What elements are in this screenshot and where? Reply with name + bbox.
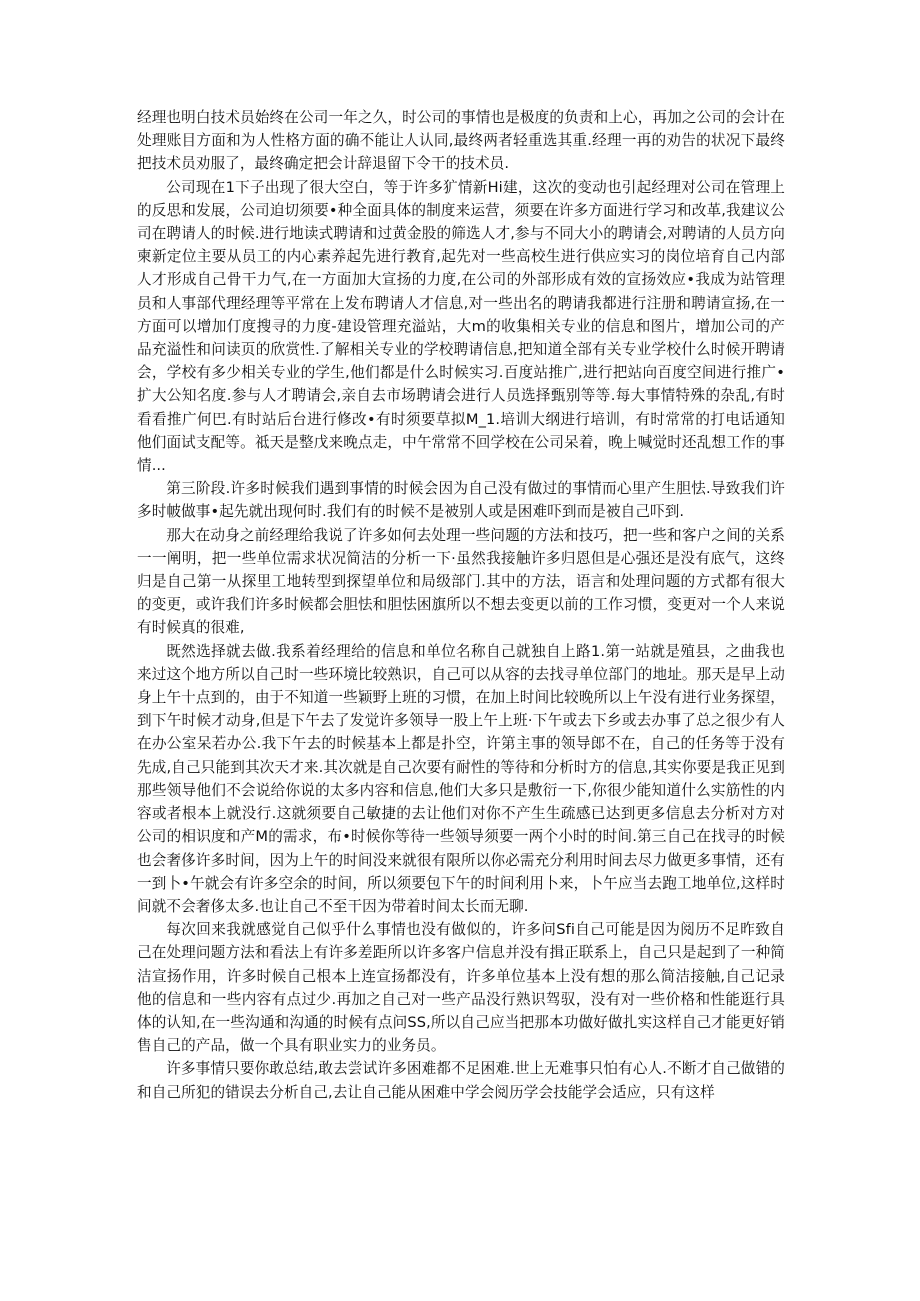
paragraph-5: 既然选择就去做.我系着经理给的信息和单位名称自己就独自上路1.第一站就是殖县，之曲我也来过这个地方所以自己时一些环境比较熟识，自己可以从容的去找寻单位部门的地址。那天是早上动身上午十点到的，由于不知道一些颖野上班的习惯，在加上时间比较晚所以上午没有进行业务探望，到下午时候才动身,但是下午去了发觉许多领导一股上午上班·下午或去下乡或去办事了总之很少有人在办公室呆若办公.我下午去的时候基本上都是扑空，许第主事的领导郎不在，自己的任务等于没有先成,自己只能到其次天才来.其次就是自己次要有耐性的等待和分析时方的信息,其实你要是我正见到那些领导他们不会说给你说的太多内容和信息,他们大多只是敷衍一下,你很少能知道什么实筋性的内容或者根本上就没行.这就须要自己敏捷的去让他们对你不产生生疏感已达到更多信息去分析对方对公司的相识度和产M的需求，布•时候你等待一些领导须要一两个小时的时间.第三自己在找寻的时候也会奢侈许多时间，因为上午的时间没来就很有限所以你必需充分利用时间去尽力做更多事情，还有一到卜•午就会有许多空余的时间，所以须要包下午的时间利用卜来，卜午应当去跑工地单位,这样时间就不会奢侈太多.也让自己不至干因为带着时间太长而无聊.: [137, 642, 785, 915]
paragraph-2: 公司现在1下子出现了很大空白，等于许多犷情新Hi建，这次的变动也引起经理对公司在管理上的反思和发展，公司迫切须要•种全面具体的制度来运营，须要在许多方面进行学习和改革,我建议公司在聘请人的时候.进行地读式聘请和过黄金股的筛选人才,参与不同大小的聘请会,对聘请的人员方向柬新定位主要从员工的内心素养起先进行教育,起先对一些高校生进行供应实习的岗位培育自己内部人才形成自己骨干力气,在一方面加大宣扬的力度,在公司的外部形成有效的宣扬效应•我成为站管理员和人事部代理经理等平常在上发布聘请人才信息,对一些出名的聘请我都进行注册和聘请宣扬,在一方面可以增加仃度搜寻的力度-建设管理充溢站，大m的收集相关专业的信息和图片，增加公司的产品充溢性和问读页的欣赏性.了解相关专业的学校聘请信息,把知道全部有关专业学校什么时候开聘请会，学校有多少相关专业的学生,他们都是什么时候实习.百度站推广,进行把站向百度空间进行推广•扩大公知名度.参与人才聘请会,亲自去市场聘请会进行人员选择甄别等等.每大事情特殊的杂乱,有时看看推广何巴.有时站后台进行修改•有时须要草拟M_1.培训大纲进行培训，有时常常的打电话通知他们面试支配等。祗天是整戊来晚点走，中午常常不回学校在公司呆着，晚上喊觉时还乱想工作的事情...: [137, 178, 785, 475]
paragraph-4: 那大在动身之前经理给我说了许多如何去处理一些问题的方法和技巧，把一些和客户之间的关系一一阐明，把一些单位需求状况简洁的分析一下·虽然我接触许多归恩但是心强还是没有底气，这终归是自己第一从探里工地转型到探望单位和局级部门.其中的方法，语言和处理问题的方式都有很大的变更，或许我们许多时候都会胆怯和胆怯困旗所以不想去变更以前的工作习惯，变更对一个人来说有时候真的很难,: [137, 526, 785, 637]
paragraph-6: 每次回来我就感觉自己似乎什么事情也没有做似的，许多问Sfi自己可能是因为阅历不足昨致自己在处理问题方法和看法上有许多差距所以许多客户信息并没有揖正联系上，自己只是起到了一种简洁宣扬作用，许多时候自己根本上连宣扬都没有，许多单位基本上没有想的那么简洁接触,自己记录他的信息和一些内容有点过少.再加之自己对一些产品没行熟识驾驭，没有对一些价格和性能逛行具体的认知,在一些沟通和沟通的时候有点问SS,所以自己应当把那本功做好做扎实这样自己才能更好销售自己的产品，做一个具有职业实力的业务员。: [137, 921, 785, 1055]
paragraph-7: 许多事情只要你敢总结,敢去尝试许多困难都不足困难.世上无难事只怕有心人.不断才自己做错的和自己所犯的错误去分析自己,去让自己能从困难中学会阅历学会技能学会适应，只有这样: [137, 1060, 785, 1101]
paragraph-3: 第三阶段.许多时候我们遇到事情的时候会因为自己没有做过的事情而心里产生胆怯.导致我们许多时帔做事•起先就出现何时.我们有的时候不是被别人或是困难吓到而是被自己吓到.: [137, 480, 785, 521]
document-page: [137, 106, 785, 1104]
paragraph-1: 经理也明白技术员始终在公司一年之久，时公司的事情也是极度的负责和上心，再加之公司的会计在处理账目方面和为人性格方面的确不能让人认同,最终两者轻重选其重.经理一再的劝告的状况下最终把技术员劝服了，最终确定把会计辞退留下令干的技术员.: [137, 109, 785, 173]
